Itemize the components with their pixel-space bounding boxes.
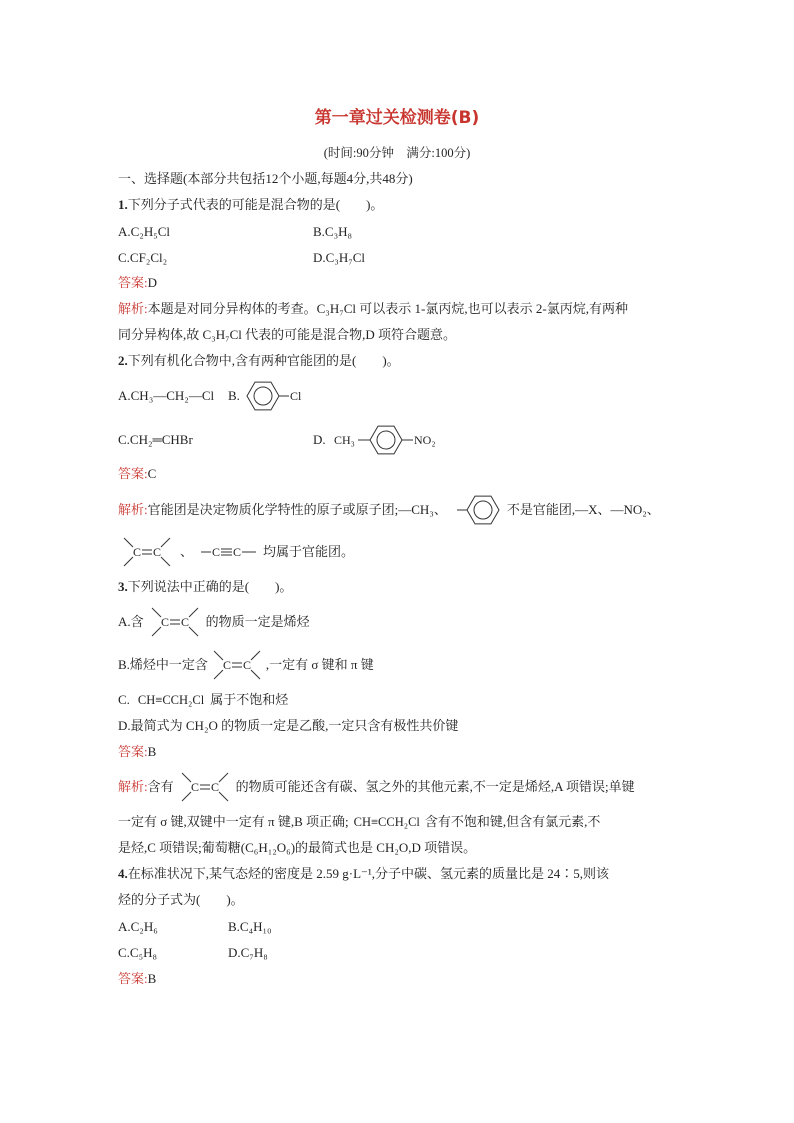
aromatic-circle (377, 431, 395, 449)
carbon-label: C (152, 545, 162, 559)
question-1-answer (118, 273, 157, 293)
question-1-option-c (118, 248, 167, 268)
single-bond (189, 627, 198, 636)
answer-value: B (147, 744, 157, 759)
benzene-ring (370, 426, 402, 454)
option-text: A.C₂H₅Cl (118, 224, 171, 239)
separator: 、 (180, 544, 194, 559)
question-text: 下列说法中正确的是( )。 (127, 579, 293, 594)
alkyne-structure (201, 542, 257, 562)
question-2-analysis-line-1 (118, 500, 660, 520)
option-label: B. (228, 388, 240, 403)
analysis-text: 本题是对同分异构体的考查。C₃H₇Cl 可以表示 1-氯丙烷,也可以表示 2-氯丙烷,有两种 (147, 301, 628, 316)
nitro-label: NO₂ (413, 433, 436, 447)
carbon-label: C (190, 780, 199, 794)
single-bond (124, 557, 133, 566)
option-text: C.C₅H₈ (118, 945, 158, 960)
question-number: 2. (118, 353, 128, 368)
benzene-ring (467, 496, 499, 524)
question-4-option-c (118, 943, 157, 963)
question-4-option-d (228, 943, 268, 963)
question-number: 3. (118, 579, 128, 594)
single-bond (124, 538, 133, 547)
nitrotoluene-structure (334, 424, 442, 456)
single-bond (214, 670, 223, 679)
question-4-answer (118, 969, 156, 989)
single-bond (219, 773, 228, 782)
single-bond (251, 651, 260, 660)
question-text: 下列分子式代表的可能是混合物的是( )。 (127, 197, 384, 212)
aromatic-circle (254, 387, 272, 405)
carbon-label: C (212, 545, 221, 559)
single-bond (214, 651, 223, 660)
single-bond (182, 773, 191, 782)
alkene-structure (212, 648, 262, 682)
option-text: D.C₇H₈ (228, 945, 268, 960)
option-text: B.C₃H₈ (313, 224, 353, 239)
question-3-option-b (118, 655, 374, 675)
carbon-label: C (132, 545, 142, 559)
single-bond (161, 538, 170, 547)
answer-value: B (147, 971, 157, 986)
option-label: D. (313, 432, 326, 447)
option-text: D.最简式为 CH₂O 的物质一定是乙酸,一定只含有极性共价键 (118, 718, 459, 733)
single-bond (161, 557, 170, 566)
single-bond (189, 608, 198, 617)
methyl-label: CH₃ (333, 433, 355, 447)
question-2-option-a (118, 386, 214, 406)
answer-label: 答案: (118, 466, 148, 481)
section-heading-text: 一、选择题(本部分共包括12个小题,每题4分,共48分) (118, 171, 413, 186)
option-text: A.C₂H₆ (118, 919, 158, 934)
question-4-option-a (118, 917, 158, 937)
answer-label: 答案: (118, 744, 148, 759)
question-2-analysis-line-2 (118, 542, 354, 562)
chemical-formula: CH≡CCH₂Cl (353, 815, 420, 829)
analysis-label: 解析: (118, 779, 148, 794)
option-text: A.CH₃—CH₂—Cl (118, 388, 215, 403)
carbon-label: C (233, 545, 242, 559)
option-text: A.含 (118, 614, 144, 629)
question-number: 1. (118, 197, 128, 212)
chlorine-label: Cl (289, 389, 302, 403)
question-1-analysis-line-1 (118, 299, 628, 319)
question-1-option-b (313, 222, 352, 242)
question-2-stem (118, 351, 400, 371)
question-text: 在标准状况下,某气态烃的密度是 2.59 g·L⁻¹,分子中碳、氢元素的质量比是 24∶5,则该 (127, 866, 610, 881)
alkene-structure (150, 605, 200, 639)
option-text: 属于不饱和烃 (210, 692, 289, 707)
analysis-text: 同分异构体,故 C₃H₇Cl 代表的可能是混合物,D 项符合题意。 (118, 327, 457, 342)
question-2-option-d (313, 430, 442, 450)
answer-label: 答案: (118, 971, 148, 986)
analysis-label: 解析: (118, 502, 148, 517)
option-text: B.烯烃中一定含 (118, 657, 208, 672)
carbon-label: C (180, 615, 189, 629)
question-3-analysis-line-2 (118, 812, 600, 832)
chlorobenzene-structure (246, 380, 306, 412)
aromatic-circle (474, 501, 492, 519)
option-text: 的物质一定是烯烃 (205, 614, 310, 629)
option-text: B.C₄H₁₀ (228, 919, 272, 934)
analysis-text: 含有 (147, 779, 174, 794)
analysis-text: 官能团是决定物质化学特性的原子或原子团;—CH₃、 (147, 502, 447, 517)
answer-value: C (147, 466, 157, 481)
question-3-analysis-line-3 (118, 838, 476, 858)
page-title: 第一章过关检测卷(B) (314, 108, 480, 128)
option-text: D.C₃H₇Cl (313, 250, 366, 265)
analysis-text: 不是官能团,—X、—NO₂、 (506, 502, 660, 517)
single-bond (219, 792, 228, 801)
option-text: ,一定有 σ 键和 π 键 (265, 657, 374, 672)
question-2-option-c (118, 430, 193, 450)
question-1-option-d (313, 248, 365, 268)
carbon-label: C (160, 615, 169, 629)
carbon-label: C (210, 780, 219, 794)
question-4-stem-line-1 (118, 864, 609, 884)
question-2-answer (118, 464, 156, 484)
question-1-stem (118, 195, 383, 215)
analysis-text: 含有不饱和键,但含有氯元素,不 (424, 814, 601, 829)
question-1-analysis-line-2 (118, 325, 456, 345)
benzene-ring (247, 382, 279, 410)
single-bond (152, 627, 161, 636)
single-bond (251, 670, 260, 679)
answer-value: D (147, 275, 158, 290)
answer-label: 答案: (118, 275, 148, 290)
phenyl-structure (457, 494, 501, 526)
question-text: 烃的分子式为( )。 (118, 892, 244, 907)
chemical-formula: CH≡CCH₂Cl (137, 693, 205, 707)
single-bond (152, 608, 161, 617)
section-heading (118, 169, 413, 189)
single-bond (182, 792, 191, 801)
question-3-option-a (118, 612, 310, 632)
question-3-stem (118, 577, 292, 597)
carbon-label: C (242, 658, 251, 672)
question-2-option-b (228, 386, 306, 406)
alkene-structure (180, 770, 230, 804)
question-3-analysis-line-1 (118, 777, 635, 797)
carbon-label: C (222, 658, 231, 672)
question-1-option-a (118, 222, 170, 242)
analysis-text: 一定有 σ 键,双键中一定有 π 键,B 项正确; (118, 814, 349, 829)
analysis-text: 均属于官能团。 (263, 544, 355, 559)
question-3-option-c (118, 690, 288, 710)
question-3-option-d (118, 716, 458, 736)
analysis-label: 解析: (118, 301, 148, 316)
question-4-stem-line-2 (118, 890, 244, 910)
question-3-answer (118, 742, 156, 762)
question-4-option-b (228, 917, 272, 937)
alkene-structure (122, 535, 172, 569)
analysis-text: 的物质可能还含有碳、氢之外的其他元素,不一定是烯烃,A 项错误;单键 (235, 779, 635, 794)
question-text: 下列有机化合物中,含有两种官能团的是( )。 (127, 353, 400, 368)
option-text: C.CH₂═CHBr (118, 432, 193, 447)
option-label: C. (118, 692, 130, 707)
question-number: 4. (118, 866, 128, 881)
exam-time-score: (时间:90分钟 满分:100分) (323, 146, 471, 160)
analysis-text: 是烃,C 项错误;葡萄糖(C₆H₁₂O₆)的最简式也是 CH₂O,D 项错误。 (118, 840, 477, 855)
option-text: C.CF₂Cl₂ (118, 250, 168, 265)
